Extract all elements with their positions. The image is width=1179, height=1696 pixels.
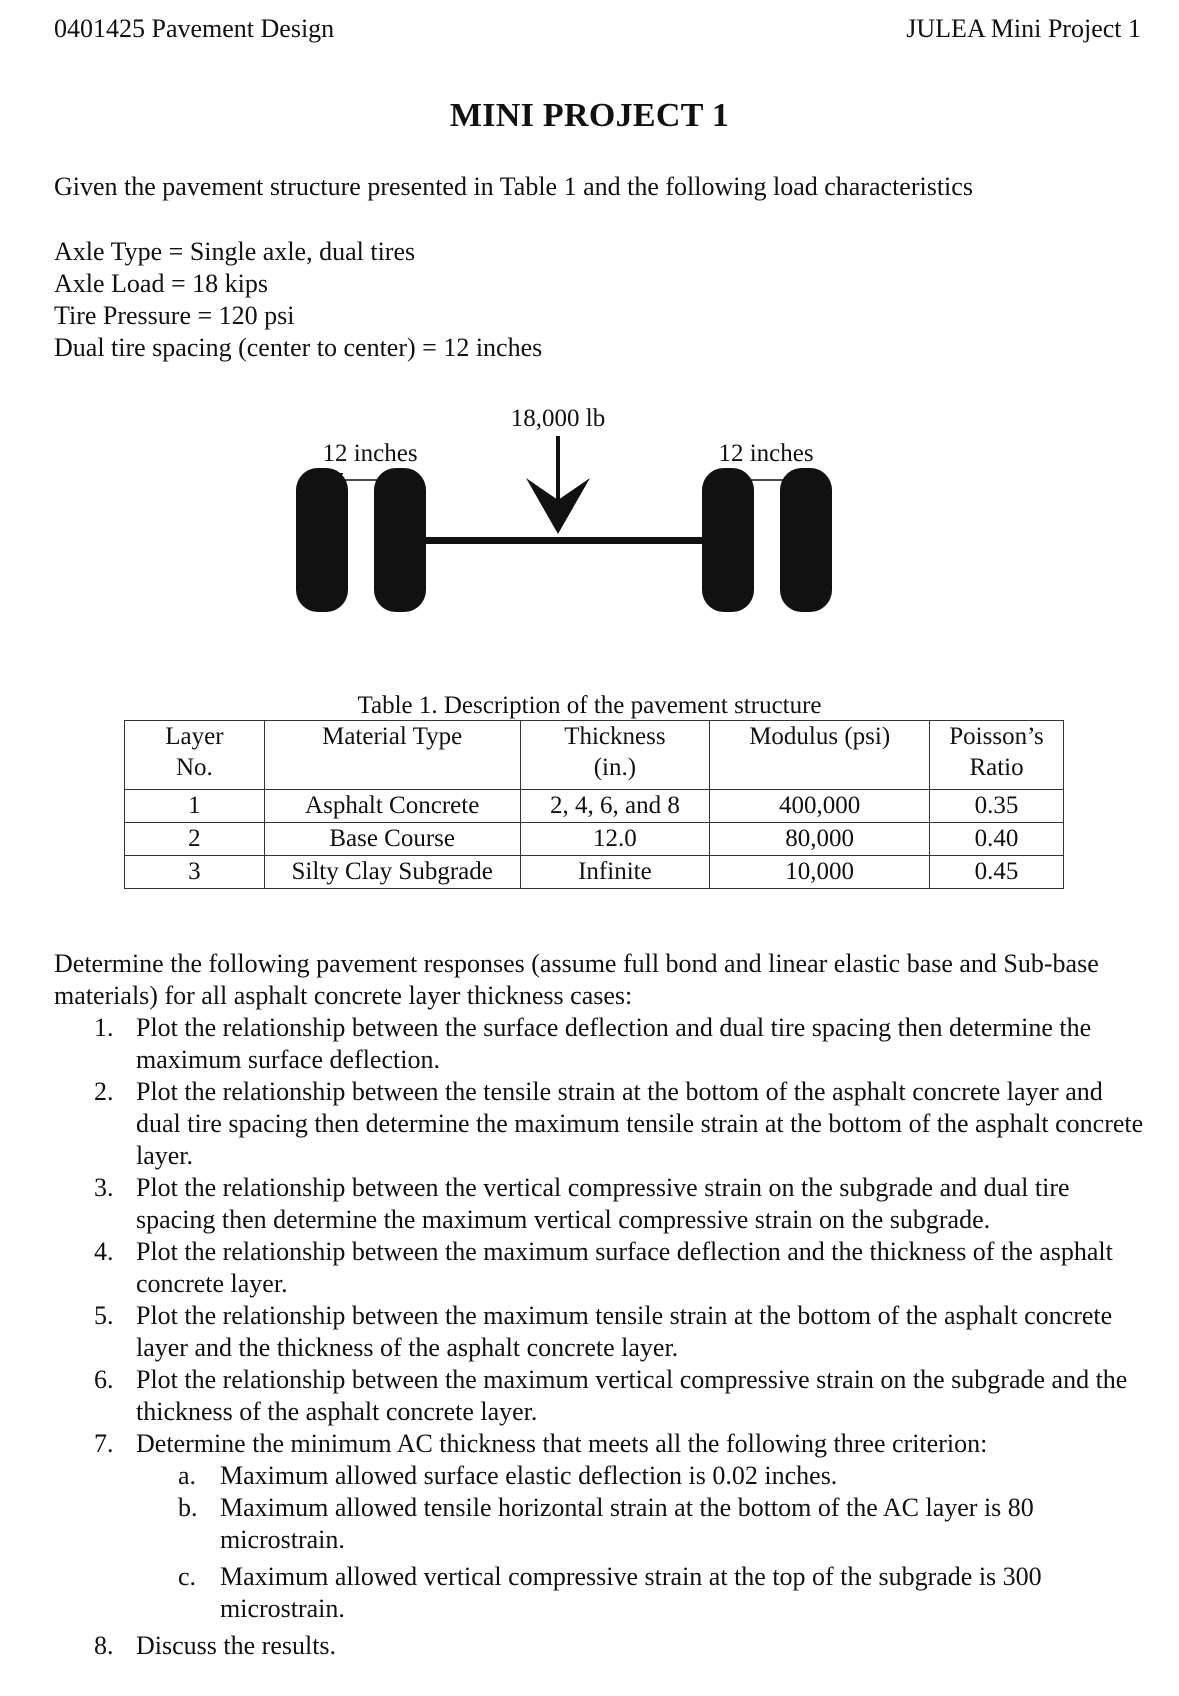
criterion-item: a. Maximum allowed surface elastic deflection is 0.02 inches. xyxy=(178,1461,838,1490)
list-item: 1. Plot the relationship between the surface deflection and dual tire spacing then determine the maximum surface deflection. xyxy=(94,1013,1092,1074)
task-list xyxy=(54,1012,1144,1662)
cell-layer: 3 xyxy=(125,856,265,889)
load-characteristics xyxy=(54,236,542,364)
cell-poisson: 0.45 xyxy=(930,856,1064,889)
table-row xyxy=(125,856,1064,889)
cell-modulus: 400,000 xyxy=(710,790,930,823)
list-item: 6. Plot the relationship between the maximum vertical compressive strain on the subgrade and the thickness of the asphalt concrete layer. xyxy=(94,1365,1128,1426)
list-item: 7. Determine the minimum AC thickness that meets all the following three criterion: a. Maximum allowed surface elastic deflection is 0.02 inches. b. Maximum allowed tensile horizontal strain at the bottom of the AC layer is 80 microstrain. c. Maximum allowed vertical compressive strain at the top of the subgrade is 300 microstrain. xyxy=(54,1428,1144,1625)
cell-layer: 2 xyxy=(125,823,265,856)
tire-pressure: Tire Pressure = 120 psi xyxy=(54,301,295,330)
criterion-item: b. Maximum allowed tensile horizontal strain at the bottom of the AC layer is 80 microstrain. xyxy=(178,1493,1034,1554)
header-material: Material Type xyxy=(264,721,520,790)
cell-poisson: 0.40 xyxy=(930,823,1064,856)
dual-tire-spacing: Dual tire spacing (center to center) = 12 inches xyxy=(54,333,543,362)
cell-material: Base Course xyxy=(264,823,520,856)
tire-right-inner xyxy=(702,468,754,612)
list-item: 5. Plot the relationship between the maximum tensile strain at the bottom of the asphalt concrete layer and the thickness of the asphalt concrete layer. xyxy=(94,1301,1113,1362)
axle-type: Axle Type = Single axle, dual tires xyxy=(54,237,416,266)
axle-bar xyxy=(414,537,714,544)
header-course: 0401425 Pavement Design xyxy=(54,14,335,43)
header-layer: Layer No. xyxy=(125,721,265,790)
cell-thickness: 12.0 xyxy=(520,823,710,856)
table-caption: Table 1. Description of the pavement structure xyxy=(357,692,822,719)
list-item: 8. Discuss the results. xyxy=(94,1631,337,1660)
table-row xyxy=(125,790,1064,823)
axle-load: Axle Load = 18 kips xyxy=(54,269,268,298)
axle-diagram xyxy=(290,396,890,658)
task-intro: Determine the following pavement responses (assume full bond and linear elastic base and Sub-base materials) for all asphalt concrete layer thickness cases: xyxy=(54,949,1099,1010)
table-header-row xyxy=(125,721,1064,790)
list-item: 2. Plot the relationship between the tensile strain at the bottom of the asphalt concrete layer and dual tire spacing then determine the maximum tensile strain at the bottom of the asphalt concrete layer. xyxy=(94,1077,1144,1170)
cell-material: Asphalt Concrete xyxy=(264,790,520,823)
header-modulus: Modulus (psi) xyxy=(710,721,930,790)
tire-left-outer xyxy=(296,468,348,612)
list-item: 3. Plot the relationship between the vertical compressive strain on the subgrade and dual tire spacing then determine the maximum vertical compressive strain on the subgrade. xyxy=(94,1173,1070,1234)
spacing-label-left: 12 inches xyxy=(322,440,418,467)
criterion-item: c. Maximum allowed vertical compressive strain at the top of the subgrade is 300 microstrain. xyxy=(178,1562,1042,1623)
page-title: MINI PROJECT 1 xyxy=(449,97,730,134)
load-label: 18,000 lb xyxy=(510,405,606,432)
intro-text: Given the pavement structure presented in Table 1 and the following load characteristics xyxy=(54,172,973,201)
spacing-label-right: 12 inches xyxy=(718,440,814,467)
cell-modulus: 80,000 xyxy=(710,823,930,856)
cell-layer: 1 xyxy=(125,790,265,823)
tire-right-outer xyxy=(780,468,832,612)
cell-modulus: 10,000 xyxy=(710,856,930,889)
header-poisson: Poisson’s Ratio xyxy=(930,721,1064,790)
cell-material: Silty Clay Subgrade xyxy=(264,856,520,889)
list-item: 4. Plot the relationship between the maximum surface deflection and the thickness of the asphalt concrete layer. xyxy=(94,1237,1113,1298)
tire-left-inner xyxy=(374,468,426,612)
criteria-list xyxy=(136,1460,1144,1625)
header-thickness: Thickness (in.) xyxy=(520,721,710,790)
table-row xyxy=(125,823,1064,856)
cell-thickness: 2, 4, 6, and 8 xyxy=(520,790,710,823)
header-project: JULEA Mini Project 1 xyxy=(906,14,1141,43)
pavement-table xyxy=(124,720,1064,889)
cell-thickness: Infinite xyxy=(520,856,710,889)
cell-poisson: 0.35 xyxy=(930,790,1064,823)
